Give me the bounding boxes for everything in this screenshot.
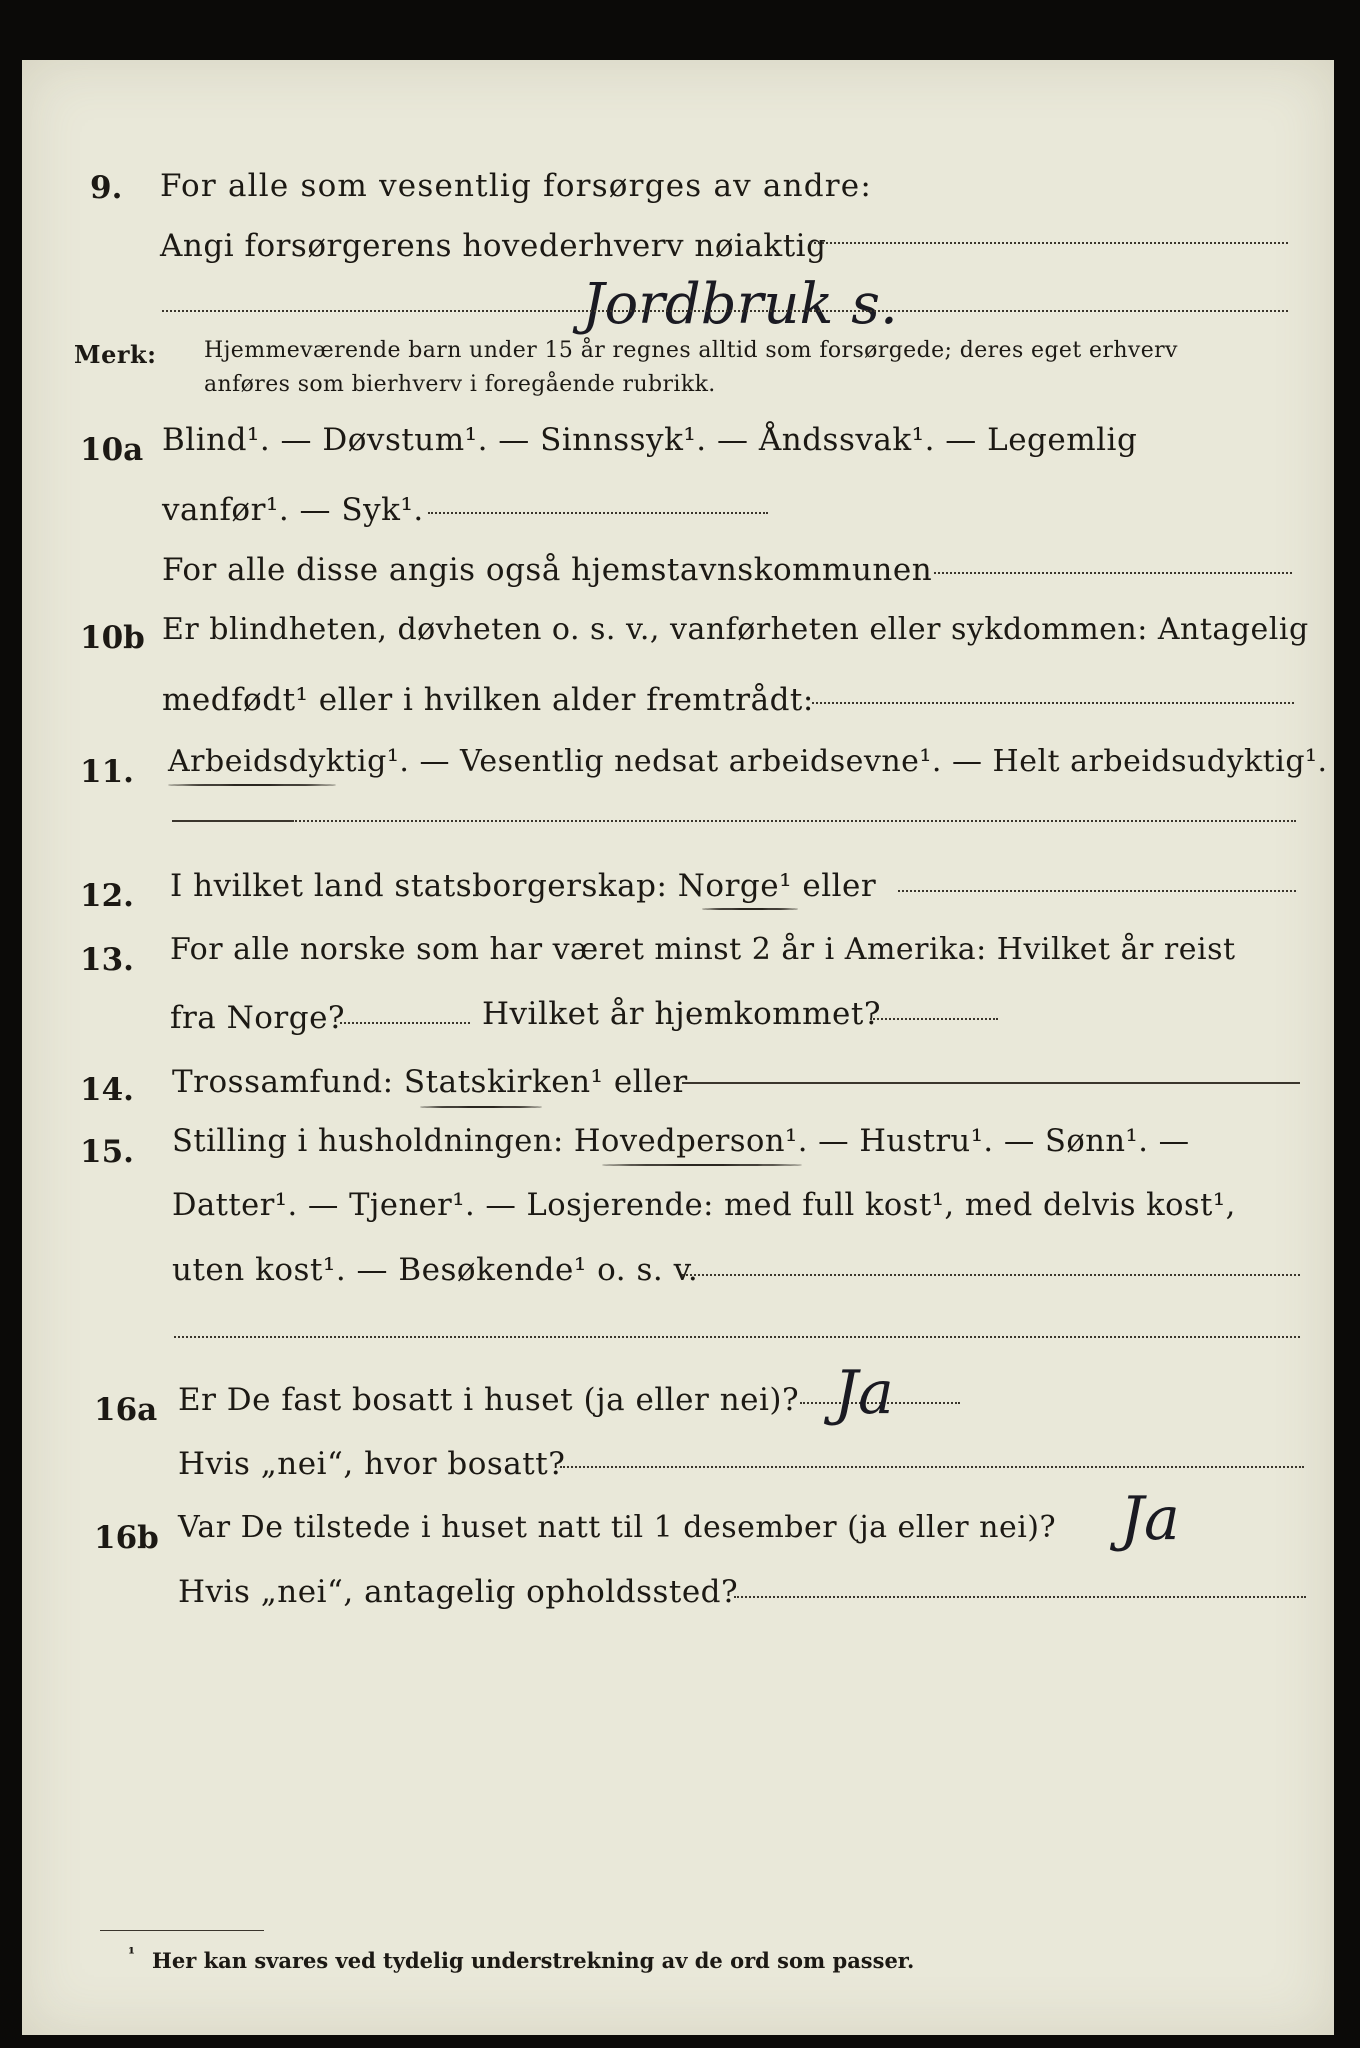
q10b-line2: medfødt¹ eller i hvilken alder fremtrådt: — [162, 682, 814, 718]
q15-underline-hovedperson — [602, 1164, 802, 1166]
footnote-rule — [100, 1930, 264, 1931]
q9-answer-line2 — [162, 310, 1288, 312]
q10a-line3: For alle disse angis også hjemstavnskommunen — [162, 552, 933, 588]
q13-line2b: Hvilket år hjemkommet? — [482, 996, 881, 1032]
q10a-answer-line — [428, 512, 768, 514]
q15-line1: Stilling i husholdningen: Hovedperson¹. — Hustru¹. — Sønn¹. — — [172, 1124, 1190, 1159]
q9-answer-line1 — [810, 242, 1288, 244]
q10a-line1: Blind¹. — Døvstum¹. — Sinnssyk¹. — Åndssvak¹. — Legemlig — [162, 422, 1138, 458]
q16b-number: 16b — [94, 1520, 159, 1556]
merk-label: Merk: — [74, 340, 157, 369]
q11-answer-line — [292, 820, 1296, 822]
footnote-text: Her kan svares ved tydelig understrekning av de ord som passer. — [152, 1948, 915, 1973]
q14-underline-statskirken — [420, 1106, 542, 1108]
q15-answer-line2 — [174, 1336, 1300, 1338]
q14-answer-line — [682, 1082, 1300, 1084]
q15-line2: Datter¹. — Tjener¹. — Losjerende: med full kost¹, med delvis kost¹, — [172, 1188, 1236, 1223]
q10b-line1: Er blindheten, døvheten o. s. v., vanførheten eller sykdommen: Antagelig — [162, 612, 1309, 647]
q10b-number: 10b — [80, 620, 145, 656]
q16a-number: 16a — [94, 1392, 158, 1428]
q11-line1: Arbeidsdyktig¹. — Vesentlig nedsat arbeidsevne¹. — Helt arbeidsudyktig¹. — [168, 744, 1328, 779]
q9-line2: Angi forsørgerens hovederhverv nøiaktig — [160, 228, 827, 264]
q16a-handwritten-answer: Ja — [834, 1358, 894, 1428]
q13-hjemkommet-line — [870, 1018, 998, 1020]
q11-rule-short — [172, 820, 294, 822]
q10a-municipality-line — [934, 572, 1292, 574]
q9-line1: For alle som vesentlig forsørges av andre: — [160, 168, 872, 204]
q13-number: 13. — [80, 942, 134, 978]
form-page — [22, 60, 1334, 2035]
q13-reist-line — [340, 1022, 470, 1024]
q9-handwritten-answer: Jordbruk s. — [582, 272, 898, 337]
q16b-line1: Var De tilstede i huset natt til 1 desember (ja eller nei)? — [178, 1510, 1057, 1545]
q11-underline-arbeidsdyktig — [168, 784, 336, 786]
q14-number: 14. — [80, 1072, 134, 1108]
q13-line2a: fra Norge? — [170, 1000, 346, 1036]
q10a-line2: vanfør¹. — Syk¹. — [162, 492, 424, 528]
q12-answer-line — [898, 890, 1296, 892]
q16b-handwritten-answer: Ja — [1120, 1484, 1180, 1554]
q10b-answer-line — [812, 702, 1294, 704]
q15-answer-line1 — [682, 1274, 1300, 1276]
q15-number: 15. — [80, 1134, 134, 1170]
q16b-opholdssted-line — [734, 1596, 1306, 1598]
q9-number: 9. — [90, 170, 123, 206]
q13-line1: For alle norske som har været minst 2 år i Amerika: Hvilket år reist — [170, 932, 1236, 967]
q12-number: 12. — [80, 878, 134, 914]
q12-underline-norge — [702, 908, 798, 910]
q12-line1: I hvilket land statsborgerskap: Norge¹ eller — [170, 868, 877, 904]
q16b-line2: Hvis „nei“, antagelig opholdssted? — [178, 1574, 739, 1610]
q11-number: 11. — [80, 754, 134, 790]
merk-line2: anføres som bierhverv i foregående rubrikk. — [204, 372, 716, 397]
q16a-bosatt-line — [560, 1466, 1304, 1468]
q16a-line1: Er De fast bosatt i huset (ja eller nei)? — [178, 1382, 800, 1418]
q14-line1: Trossamfund: Statskirken¹ eller — [172, 1064, 688, 1100]
q10a-number: 10a — [80, 432, 144, 468]
q16a-line2: Hvis „nei“, hvor bosatt? — [178, 1446, 566, 1482]
merk-line1: Hjemmeværende barn under 15 år regnes alltid som forsørgede; deres eget erhverv — [204, 338, 1178, 363]
footnote-mark: ¹ — [128, 1944, 136, 1963]
q15-line3: uten kost¹. — Besøkende¹ o. s. v. — [172, 1252, 699, 1288]
